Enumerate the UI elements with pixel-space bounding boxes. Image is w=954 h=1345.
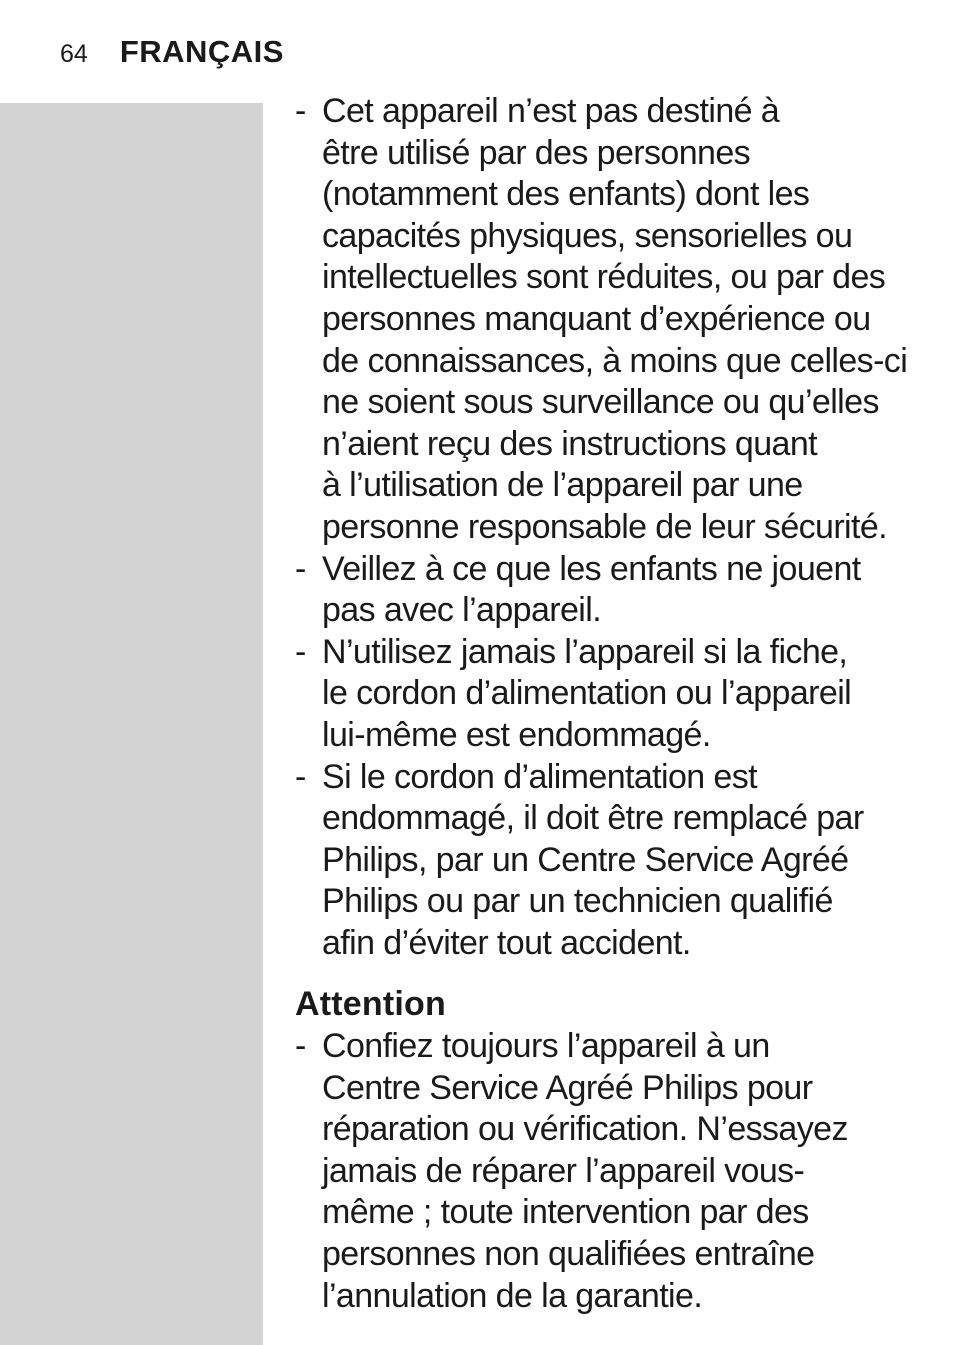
page-header <box>60 34 284 74</box>
attention-line: personnes non qualifiées entraîne <box>322 1235 815 1274</box>
warning-line: de connaissances, à moins que celles-ci <box>322 341 908 380</box>
attention-list <box>295 1026 925 1317</box>
warning-item-cord <box>295 757 925 965</box>
language-title: FRANÇAIS <box>119 34 284 69</box>
attention-line: Centre Service Agréé Philips pour <box>322 1068 813 1107</box>
warning-line: capacités physiques, sensorielles ou <box>322 216 853 255</box>
warning-line: n’aient reçu des instructions quant <box>322 424 817 463</box>
warning-item-children <box>295 91 925 549</box>
warning-line: Cet appareil n’est pas destiné à <box>322 92 780 130</box>
warning-line: (notamment des enfants) dont les <box>322 175 810 214</box>
warning-line: Veillez à ce que les enfants ne jouent <box>322 549 861 588</box>
main-content <box>295 91 925 1317</box>
warning-item-play <box>295 549 925 632</box>
warning-line: lui-même est endommagé. <box>322 715 711 754</box>
bullet-dash: - <box>295 632 306 671</box>
warning-line: pas avec l’appareil. <box>322 591 602 630</box>
attention-line: Confiez toujours l’appareil à un <box>322 1027 770 1066</box>
warning-line: intellectuelles sont réduites, ou par des <box>322 258 886 297</box>
warning-line: N’utilisez jamais l’appareil si la fiche, <box>322 632 848 671</box>
warning-item-damaged <box>295 632 925 757</box>
warning-line: Si le cordon d’alimentation est <box>322 757 757 796</box>
bullet-dash: - <box>295 92 306 130</box>
attention-line: jamais de réparer l’appareil vous- <box>322 1151 805 1190</box>
warning-line: endommagé, il doit être remplacé par <box>322 799 864 838</box>
warning-line: le cordon d’alimentation ou l’appareil <box>322 674 852 713</box>
attention-line: réparation ou vérification. N’essayez <box>322 1110 848 1149</box>
attention-heading: Attention <box>295 985 446 1024</box>
warning-line: personnes manquant d’expérience ou <box>322 299 871 338</box>
warning-line: personne responsable de leur sécurité. <box>322 507 888 546</box>
warning-line: afin d’éviter tout accident. <box>322 923 691 962</box>
attention-line: même ; toute intervention par des <box>322 1193 809 1232</box>
bullet-dash: - <box>295 549 306 588</box>
attention-line: l’annulation de la garantie. <box>322 1276 703 1315</box>
warning-line: Philips, par un Centre Service Agréé <box>322 840 849 879</box>
warning-line: Philips ou par un technicien qualifié <box>322 882 833 921</box>
warning-line: à l’utilisation de l’appareil par une <box>322 466 803 505</box>
warning-line: ne soient sous surveillance ou qu’elles <box>322 383 879 422</box>
page-number: 64 <box>60 40 88 68</box>
gray-sidebar-panel <box>0 103 263 1345</box>
bullet-dash: - <box>295 757 306 796</box>
bullet-dash: - <box>295 1027 306 1066</box>
attention-item <box>295 1026 925 1317</box>
warnings-list <box>295 91 925 964</box>
warning-line: être utilisé par des personnes <box>322 133 751 172</box>
